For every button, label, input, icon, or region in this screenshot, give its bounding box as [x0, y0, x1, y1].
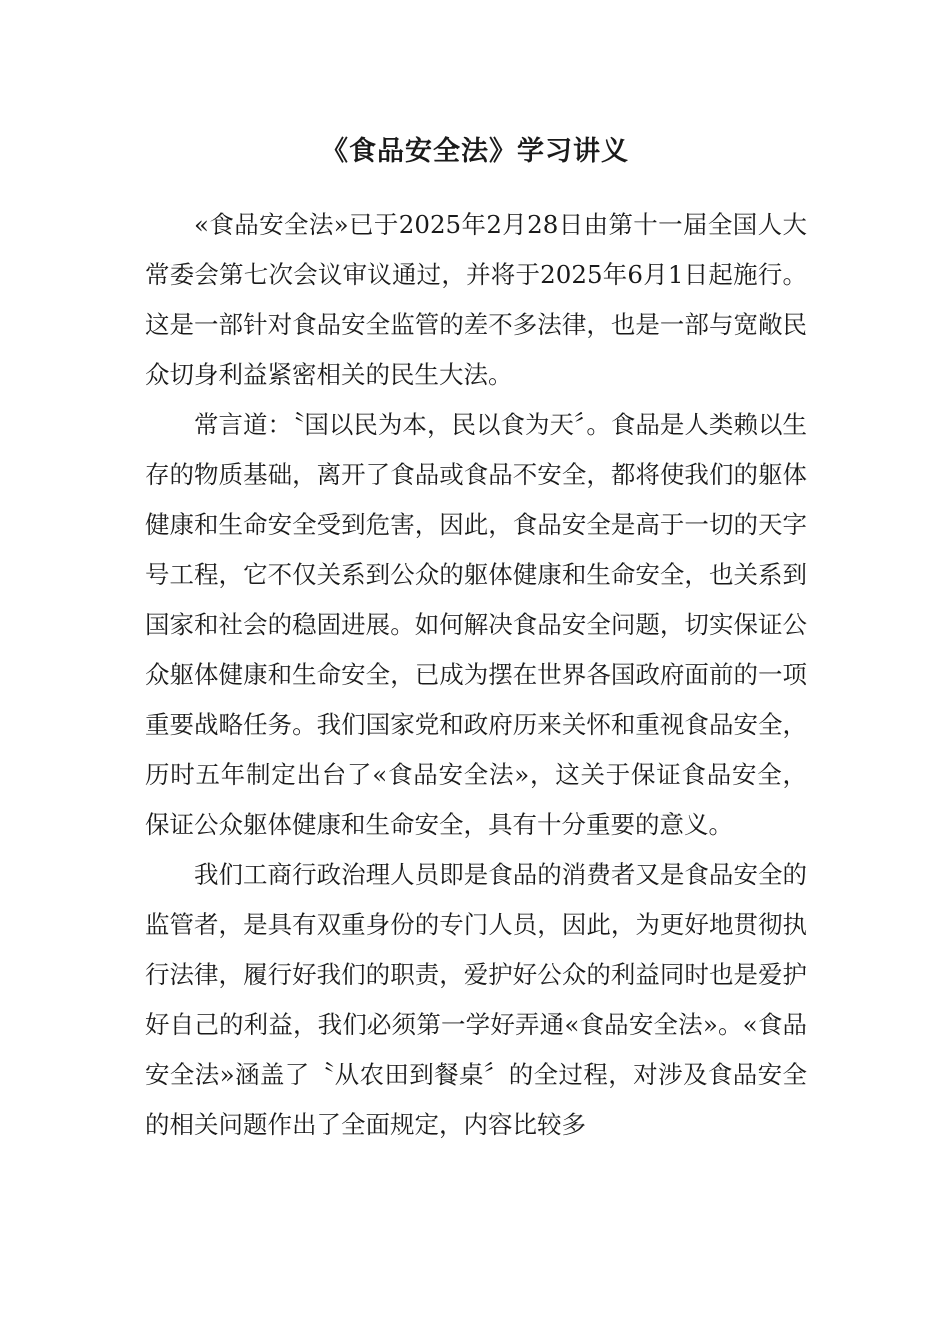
- paragraph-3: 我们工商行政治理人员即是食品的消费者又是食品安全的监管者，是具有双重身份的专门人员，因此，为更好地贯彻执行法律，履行好我们的职责，爱护好公众的利益同时也是爱护好自己的利益，我们必须第一学好弄通«食品安全法»。«食品安全法»涵盖了〝从农田到餐桌〞的全过程，对涉及食品安全的相关问题作出了全面规定，内容比较多: [145, 860, 807, 1139]
- paragraph-1: «食品安全法»已于2025年2月28日由第十一届全国人大常委会第七次会议审议通过，并将于2025年6月1日起施行。这是一部针对食品安全监管的差不多法律，也是一部与宽敞民众切身利益紧密相关的民生大法。: [145, 210, 807, 389]
- document-body: [145, 200, 807, 1150]
- paragraph-2: 常言道：〝国以民为本，民以食为天〞。食品是人类赖以生存的物质基础，离开了食品或食品不安全，都将使我们的躯体健康和生命安全受到危害，因此，食品安全是高于一切的天字号工程，它不仅关系到公众的躯体健康和生命安全，也关系到国家和社会的稳固进展。如何解决食品安全问题，切实保证公众躯体健康和生命安全，已成为摆在世界各国政府面前的一项重要战略任务。我们国家党和政府历来关怀和重视食品安全，历时五年制定出台了«食品安全法»，这关于保证食品安全，保证公众躯体健康和生命安全，具有十分重要的意义。: [145, 410, 807, 839]
- document-title: 《食品安全法》学习讲义: [321, 136, 629, 167]
